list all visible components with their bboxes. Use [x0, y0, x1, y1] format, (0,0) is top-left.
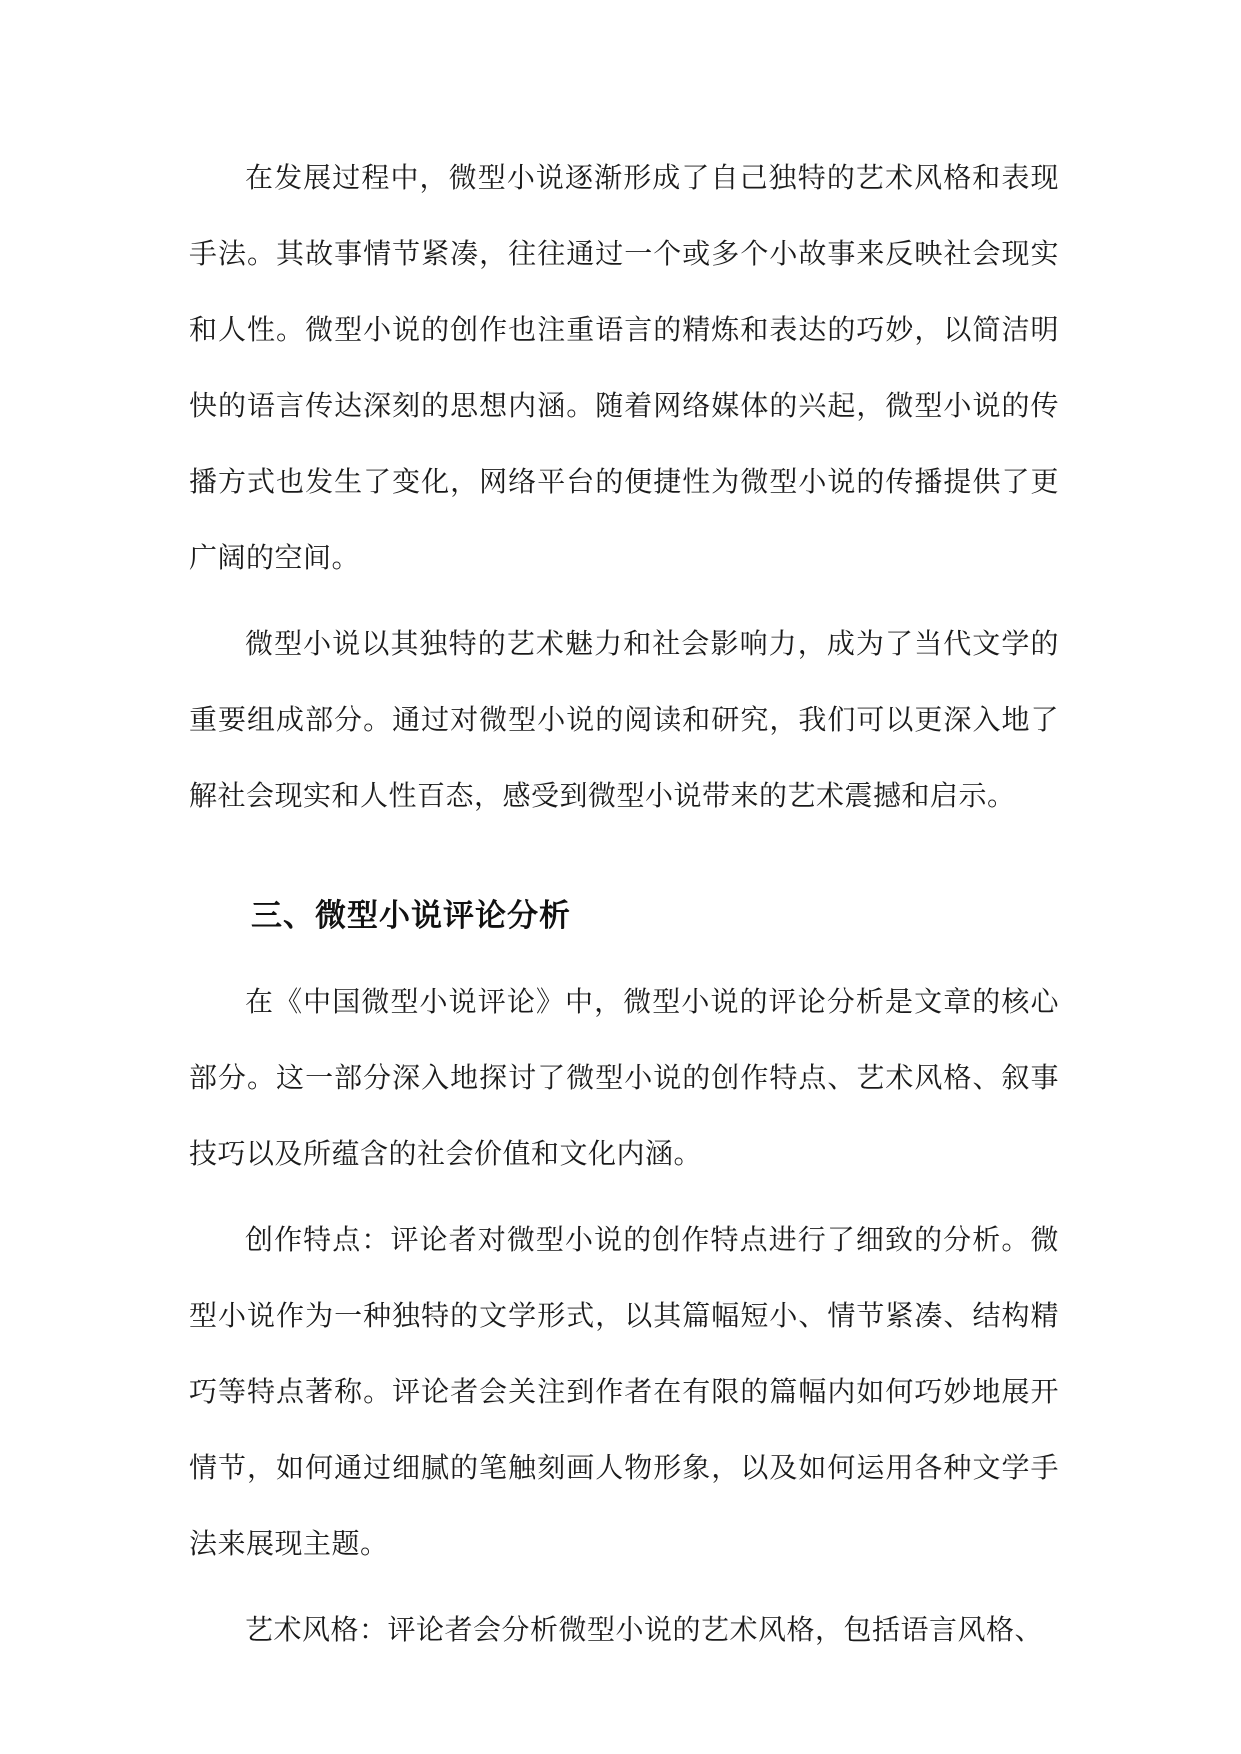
paragraph-significance: 微型小说以其独特的艺术魅力和社会影响力，成为了当代文学的重要组成部分。通过对微型小说的阅读和研究，我们可以更深入地了解社会现实和人性百态，感受到微型小说带来的艺术震撼和启示。 — [189, 627, 1059, 812]
paragraph-creative-features: 创作特点：评论者对微型小说的创作特点进行了细致的分析。微型小说作为一种独特的文学形式，以其篇幅短小、情节紧凑、结构精巧等特点著称。评论者会关注到作者在有限的篇幅内如何巧妙地展开情节，如何通过细腻的笔触刻画人物形象，以及如何运用各种文学手法来展现主题。 — [189, 1223, 1059, 1560]
paragraph-review-intro: 在《中国微型小说评论》中，微型小说的评论分析是文章的核心部分。这一部分深入地探讨了微型小说的创作特点、艺术风格、叙事技巧以及所蕴含的社会价值和文化内涵。 — [189, 985, 1059, 1170]
section-heading: 三、微型小说评论分析 — [251, 898, 571, 934]
paragraph-artistic-style: 艺术风格：评论者会分析微型小说的艺术风格，包括语言风格、 — [245, 1613, 1044, 1646]
paragraph-development: 在发展过程中，微型小说逐渐形成了自己独特的艺术风格和表现手法。其故事情节紧凑，往往通过一个或多个小故事来反映社会现实和人性。微型小说的创作也注重语言的精炼和表达的巧妙，以简洁明快的语言传达深刻的思想内涵。随着网络媒体的兴起，微型小说的传播方式也发生了变化，网络平台的便捷性为微型小说的传播提供了更广阔的空间。 — [189, 161, 1059, 574]
document-body — [189, 140, 1059, 1668]
